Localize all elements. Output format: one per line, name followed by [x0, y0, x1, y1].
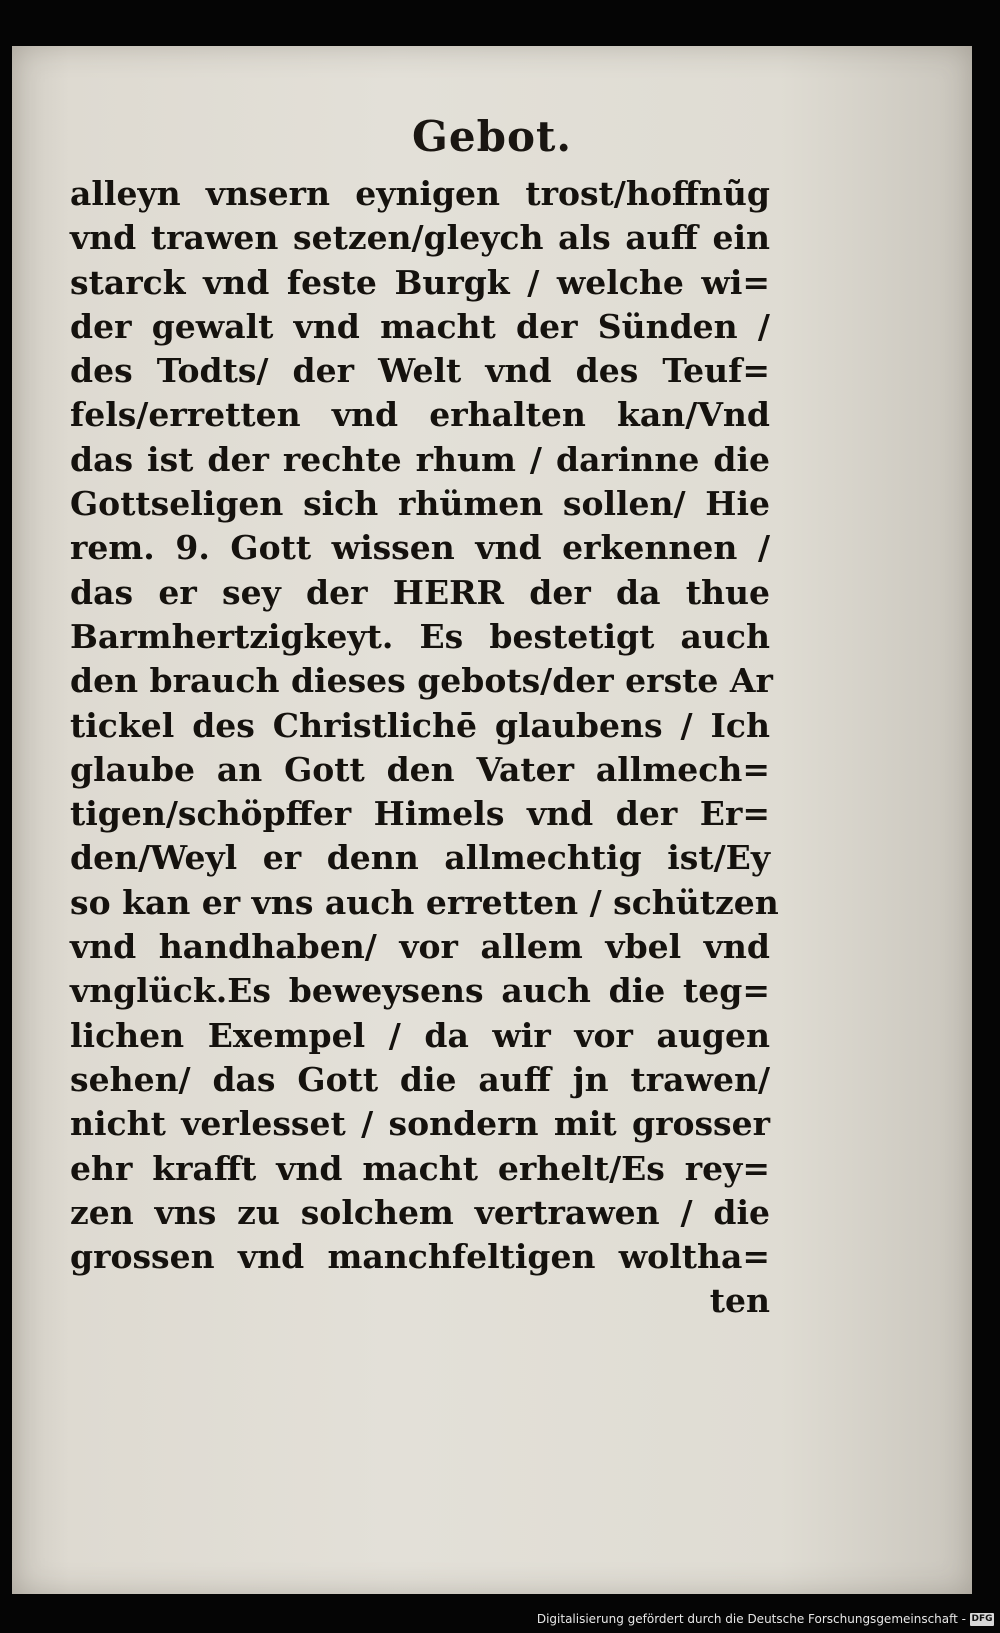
text-line: den/Weyl er denn allmechtig ist/Ey [70, 838, 770, 878]
text-line: des Todts/ der Welt vnd des Teuf= [70, 351, 770, 391]
text-line: tickel des Christlichē glaubens / Ich [70, 705, 770, 745]
funding-credit-text: Digitalisierung gefördert durch die Deutsche Forschungsgemeinschaft - [536, 1612, 966, 1626]
text-line: Gottseligen sich rhümen sollen/ Hie [70, 484, 770, 524]
text-line: tigen/schöpffer Himels vnd der Er= [70, 794, 770, 834]
page-header: Gebot. [412, 112, 572, 161]
text-block [70, 172, 779, 1324]
text-line: das ist der rechte rhum / darinne die [70, 439, 770, 479]
text-line: glaube an Gott den Vater allmech= [70, 749, 770, 789]
text-line: den brauch dieses gebots/der erste Ar [70, 661, 773, 701]
funding-credit [537, 1608, 994, 1630]
text-line: starck vnd feste Burgk / welche wi= [70, 262, 770, 302]
text-line: Barmhertzigkeyt. Es bestetigt auch [70, 616, 770, 656]
text-line: vnglück.Es beweysens auch die teg= [70, 971, 770, 1011]
text-line: der gewalt vnd macht der Sünden / [70, 306, 770, 346]
text-line: rem. 9. Gott wissen vnd erkennen / [70, 528, 770, 568]
text-line: vnd handhaben/ vor allem vbel vnd [70, 927, 770, 967]
text-line: fels/erretten vnd erhalten kan/Vnd [70, 395, 770, 435]
dfg-logo: DFG [971, 1613, 993, 1624]
text-line: so kan er vns auch erretten / schützen [70, 882, 779, 922]
catchword: ten [709, 1281, 770, 1321]
text-line: nicht verlesset / sondern mit grosser [70, 1104, 770, 1144]
text-line: ehr krafft vnd macht erhelt/Es rey= [70, 1148, 770, 1188]
text-line: alleyn vnsern eynigen trost/hoffnũg [70, 174, 770, 213]
text-line: grossen vnd manchfeltigen woltha= [70, 1237, 770, 1277]
text-line: vnd trawen setzen/gleych als auff ein [70, 218, 770, 258]
text-line: sehen/ das Gott die auff jn trawen/ [70, 1059, 770, 1099]
text-line: das er sey der HERR der da thue [70, 572, 770, 612]
text-line: zen vns zu solchem vertrawen / die [70, 1192, 770, 1232]
book-page [12, 46, 972, 1594]
text-line: lichen Exempel / da wir vor augen [70, 1015, 770, 1055]
